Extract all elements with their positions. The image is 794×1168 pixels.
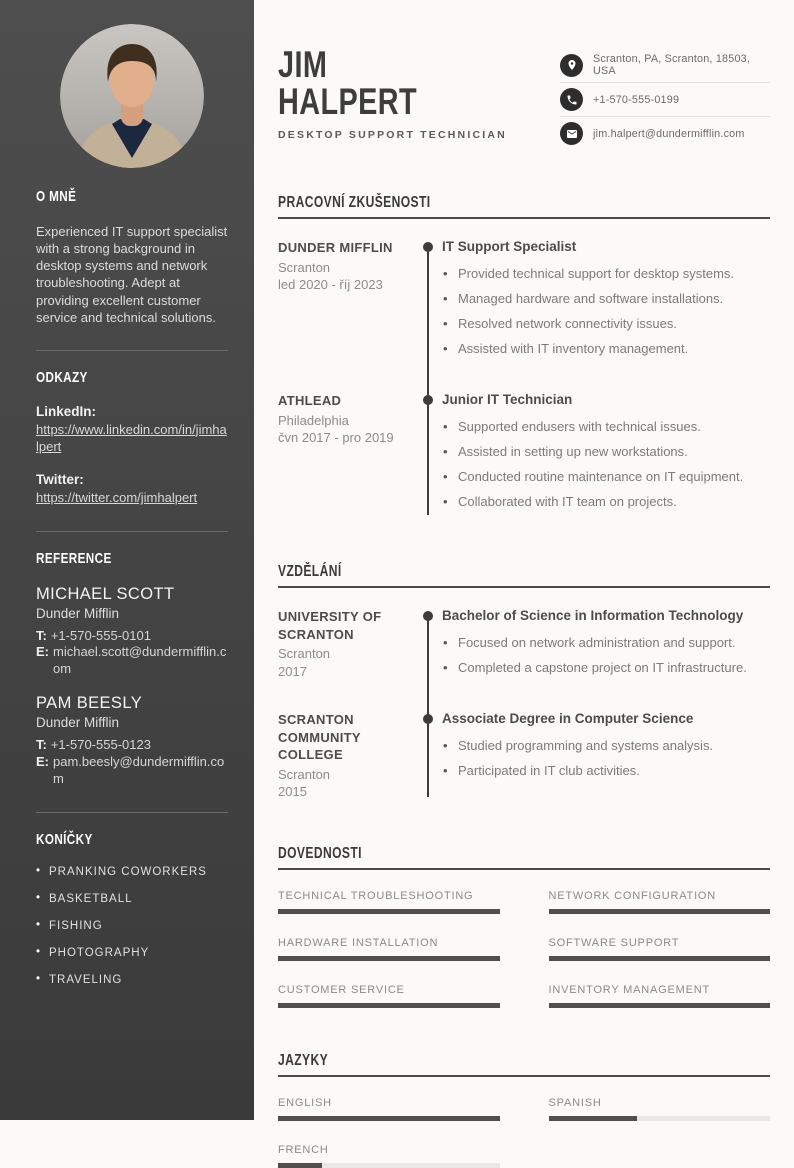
link-item-linkedin — [36, 404, 228, 456]
timeline-line — [427, 246, 429, 515]
education-section — [278, 563, 770, 801]
language-item — [278, 1097, 500, 1121]
skill-bar — [278, 956, 500, 961]
email-value: michael.scott@dundermifflin.com — [53, 644, 227, 677]
skill-label: SOFTWARE SUPPORT — [548, 936, 680, 949]
skill-label: TECHNICAL TROUBLESHOOTING — [278, 889, 474, 902]
email-value: pam.beesly@dundermifflin.com — [53, 754, 225, 787]
reference-company: Dunder Mifflin — [36, 715, 120, 731]
language-bar-fill — [278, 1163, 322, 1168]
role-title: IT Support Specialist — [442, 239, 577, 254]
phone-value: +1-570-555-0123 — [50, 737, 151, 753]
skill-bar-fill — [278, 956, 500, 961]
reference-name: MICHAEL SCOTT — [36, 584, 175, 603]
education-entries — [278, 608, 770, 801]
hobbies-section — [36, 831, 228, 986]
language-label: FRENCH — [278, 1143, 329, 1156]
email-icon — [560, 122, 583, 145]
contact-row-email — [560, 116, 770, 150]
references-section — [36, 550, 228, 788]
experience-entry-info — [278, 239, 414, 366]
school-name: UNIVERSITY OF SCRANTON — [278, 609, 382, 642]
skill-item — [278, 890, 500, 914]
bullet-item: • Focused on network administration and support. — [442, 635, 770, 650]
last-name: HALPERT — [278, 81, 418, 122]
reference-phone — [36, 628, 228, 645]
company-name: DUNDER MIFFLIN — [278, 240, 393, 255]
employment-dates: čvn 2017 - pro 2019 — [278, 430, 394, 446]
education-entry — [278, 608, 770, 685]
sidebar-divider — [36, 531, 228, 532]
references-title: REFERENCE — [36, 549, 112, 567]
skills-grid — [278, 890, 770, 1008]
hobbies-title: KONÍČKY — [36, 830, 93, 848]
education-title: VZDĚLÁNÍ — [278, 563, 342, 580]
degree-bullets — [442, 635, 770, 675]
experience-entries — [278, 239, 770, 519]
reference-email — [36, 754, 228, 788]
reference-phone — [36, 737, 228, 754]
sidebar — [0, 0, 254, 1120]
experience-entry — [278, 239, 770, 366]
skill-bar — [278, 1003, 500, 1008]
phone-label: T: — [36, 737, 47, 753]
experience-title-wrap — [278, 194, 770, 219]
reference-item — [36, 585, 228, 679]
skill-item — [549, 890, 771, 914]
contact-row-phone — [560, 82, 770, 116]
language-bar — [278, 1163, 500, 1168]
reference-item — [36, 694, 228, 788]
languages-title-wrap — [278, 1052, 770, 1077]
bullet-item: • Participated in IT club activities. — [442, 763, 770, 778]
language-item — [549, 1097, 771, 1121]
links-title: ODKAZY — [36, 368, 88, 386]
bullet-item: • Collaborated with IT team on projects. — [442, 494, 770, 509]
skill-item — [549, 984, 771, 1008]
experience-section — [278, 194, 770, 519]
bullet-item: • Assisted in setting up new workstations. — [442, 444, 770, 459]
skill-bar-fill — [278, 909, 500, 914]
phone-text: +1-570-555-0199 — [593, 93, 680, 106]
hobby-item: • TRAVELING — [36, 974, 228, 986]
education-entry-body — [442, 608, 770, 685]
company-location: Scranton — [278, 259, 331, 275]
hobby-item: • PHOTOGRAPHY — [36, 947, 228, 959]
location-text: Scranton, PA, Scranton, 18503, USA — [593, 53, 751, 77]
education-dates: 2015 — [278, 784, 307, 800]
location-icon — [560, 54, 583, 77]
reference-name: PAM BEESLY — [36, 694, 143, 713]
education-entry-info — [278, 711, 414, 801]
page-title — [278, 46, 507, 120]
hobby-item: • FISHING — [36, 920, 228, 932]
contact-row-location — [560, 48, 770, 82]
timeline-line — [427, 615, 429, 797]
avatar — [60, 24, 204, 168]
contact-list — [560, 48, 770, 150]
reference-company: Dunder Mifflin — [36, 605, 120, 621]
skill-bar-fill — [549, 909, 771, 914]
bullet-item: • Completed a capstone project on IT infrastructure. — [442, 660, 770, 675]
phone-value: +1-570-555-0101 — [50, 627, 151, 643]
school-location: Scranton — [278, 646, 331, 662]
bullet-item: • Supported endusers with technical issues. — [442, 419, 770, 434]
bullet-item: • Studied programming and systems analysis. — [442, 738, 770, 753]
languages-section — [278, 1052, 770, 1168]
languages-grid — [278, 1097, 770, 1168]
bullet-item: • Managed hardware and software installations. — [442, 291, 770, 306]
skill-item — [549, 937, 771, 961]
bullet-item: • Provided technical support for desktop systems. — [442, 266, 770, 281]
degree-title: Bachelor of Science in Information Technology — [442, 608, 744, 623]
skill-label: CUSTOMER SERVICE — [278, 983, 405, 996]
experience-entry-info — [278, 392, 414, 519]
sidebar-divider — [36, 350, 228, 351]
linkedin-label: LinkedIn: — [36, 403, 96, 419]
role-title: Junior IT Technician — [442, 392, 573, 407]
bullet-item: • Conducted routine maintenance on IT equipment. — [442, 469, 770, 484]
company-name: ATHLEAD — [278, 393, 342, 408]
skill-item — [278, 984, 500, 1008]
skill-bar — [549, 956, 771, 961]
school-location: Scranton — [278, 766, 331, 782]
skills-title-wrap — [278, 845, 770, 870]
skill-bar — [549, 1003, 771, 1008]
hobby-item: • BASKETBALL — [36, 893, 228, 905]
skills-section — [278, 845, 770, 1008]
language-item — [278, 1144, 500, 1168]
skill-label: HARDWARE INSTALLATION — [278, 936, 439, 949]
education-entry — [278, 711, 770, 801]
experience-title: PRACOVNÍ ZKUŠENOSTI — [278, 194, 431, 211]
skill-bar-fill — [549, 1003, 771, 1008]
bullet-item: • Resolved network connectivity issues. — [442, 316, 770, 331]
language-label: ENGLISH — [278, 1096, 332, 1109]
role-bullets — [442, 419, 770, 509]
education-title-wrap — [278, 563, 770, 588]
company-location: Philadelphia — [278, 412, 349, 428]
skill-bar — [549, 909, 771, 914]
skill-label: INVENTORY MANAGEMENT — [548, 983, 710, 996]
linkedin-link[interactable]: https://www.linkedin.com/in/jimhalpert — [36, 421, 227, 455]
twitter-label: Twitter: — [36, 472, 84, 488]
skill-label: NETWORK CONFIGURATION — [548, 889, 717, 902]
languages-title: JAZYKY — [278, 1051, 329, 1069]
experience-entry — [278, 392, 770, 519]
language-label: SPANISH — [548, 1096, 602, 1109]
skill-bar-fill — [549, 956, 771, 961]
sidebar-divider — [36, 812, 228, 813]
employment-dates: led 2020 - říj 2023 — [278, 277, 383, 293]
resume-header — [278, 46, 770, 150]
skills-title: DOVEDNOSTI — [278, 844, 362, 862]
job-title: DESKTOP SUPPORT TECHNICIAN — [278, 129, 507, 141]
reference-email — [36, 644, 228, 678]
name-block — [278, 46, 507, 150]
about-section — [36, 188, 228, 326]
role-bullets — [442, 266, 770, 356]
phone-icon — [560, 88, 583, 111]
email-text: jim.halpert@dundermifflin.com — [593, 127, 745, 140]
about-title: O MNĚ — [36, 188, 77, 205]
hobby-item: • PRANKING COWORKERS — [36, 866, 228, 878]
experience-entry-body — [442, 239, 770, 366]
link-item-twitter — [36, 472, 228, 507]
email-label: E: — [36, 644, 49, 660]
hobby-list — [36, 866, 228, 986]
email-label: E: — [36, 754, 49, 770]
skill-bar-fill — [278, 1003, 500, 1008]
links-section — [36, 369, 228, 507]
education-entry-info — [278, 608, 414, 685]
degree-title: Associate Degree in Computer Science — [442, 711, 694, 726]
skill-bar — [278, 909, 500, 914]
education-entry-body — [442, 711, 770, 801]
degree-bullets — [442, 738, 770, 778]
profile-photo — [60, 24, 204, 168]
twitter-link[interactable]: https://twitter.com/jimhalpert — [36, 490, 198, 506]
about-text: Experienced IT support specialist with a strong background in desktop systems and network troubleshooting. Adept at providing excellent customer service and technical solutions. — [36, 224, 228, 325]
school-name: SCRANTON COMMUNITY COLLEGE — [278, 712, 361, 763]
skill-item — [278, 937, 500, 961]
resume-main — [254, 0, 794, 1156]
experience-entry-body — [442, 392, 770, 519]
phone-label: T: — [36, 627, 47, 643]
first-name: JIM — [278, 44, 328, 85]
education-dates: 2017 — [278, 663, 307, 679]
bullet-item: • Assisted with IT inventory management. — [442, 341, 770, 356]
